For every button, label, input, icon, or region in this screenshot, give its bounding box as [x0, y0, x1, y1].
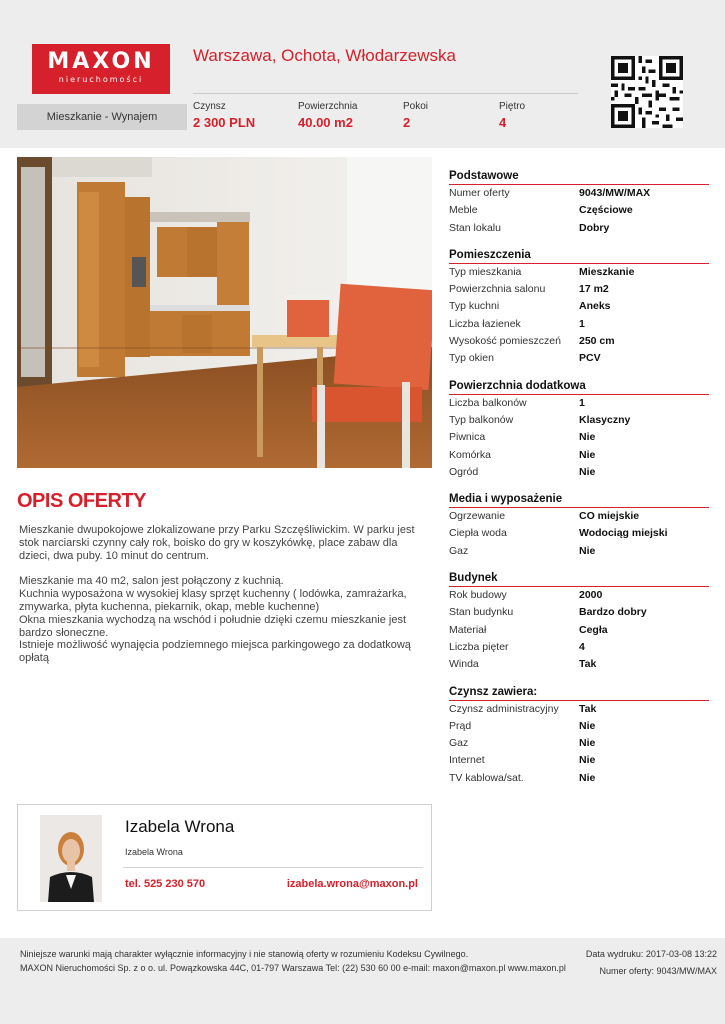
agent-avatar: [40, 815, 102, 902]
detail-row: [449, 622, 709, 639]
agent-divider: [123, 867, 423, 868]
section-title: Budynek: [449, 570, 709, 587]
detail-row: [449, 264, 709, 281]
agent-name: Izabela Wrona: [125, 817, 235, 836]
detail-value: Nie: [579, 431, 596, 444]
section-title: Czynsz zawiera:: [449, 684, 709, 701]
detail-row: [449, 429, 709, 446]
agent-email-link[interactable]: izabela.wrona@maxon.pl: [286, 878, 418, 890]
page-header: [0, 0, 725, 148]
offer-type-badge: Mieszkanie - Wynajem: [17, 104, 187, 130]
maxon-logo[interactable]: [32, 44, 170, 94]
detail-row: [449, 752, 709, 769]
detail-value: Częściowe: [579, 204, 633, 217]
detail-key: Rok budowy: [449, 589, 507, 602]
detail-row: [449, 604, 709, 621]
stat-label: Piętro: [499, 101, 526, 112]
detail-value: PCV: [579, 352, 601, 365]
details-section-building: [449, 570, 709, 673]
detail-key: Internet: [449, 754, 485, 767]
detail-key: Ciepła woda: [449, 527, 507, 540]
detail-value: Nie: [579, 719, 596, 732]
stat-rooms: [403, 101, 428, 130]
detail-value: Nie: [579, 465, 596, 478]
details-section-additional-area: [449, 378, 709, 481]
detail-value: CO miejskie: [579, 510, 640, 523]
detail-key: Wysokość pomieszczeń: [449, 335, 561, 348]
detail-row: [449, 508, 709, 525]
detail-row: [449, 202, 709, 219]
stat-floor: [499, 101, 525, 130]
detail-value: Nie: [579, 448, 596, 461]
detail-key: Liczba łazienek: [449, 317, 521, 330]
detail-value: 4: [579, 640, 585, 653]
detail-key: Czynsz administracyjny: [449, 702, 559, 715]
section-title: Media i wyposażenie: [449, 491, 709, 508]
detail-value: Nie: [579, 544, 596, 557]
footer-company-info: MAXON Nieruchomości Sp. z o o. ul. Powązkowska 44C, 01-797 Warszawa Tel: (22) 530 60 00 e-mail: maxon@maxon.pl www.maxon.pl: [20, 963, 566, 973]
detail-value: Wodociąg miejski: [579, 527, 668, 540]
detail-value: Bardzo dobry: [579, 606, 647, 619]
detail-row: [449, 656, 709, 673]
detail-key: Gaz: [449, 737, 469, 750]
detail-value: Tak: [579, 658, 597, 671]
description-paragraph: Mieszkanie ma 40 m2, salon jest połączony z kuchnią. Kuchnia wyposażona w wysokiej klasy sprzęt kuchenny ( lodówka, zamrażarka, zmywarka, płyta kuchenna, piekarnik, okap, meble kuchenne) Okna mieszkania wychodzą na wschód i południe dzięki czemu mieszkanie jest bardzo słoneczne. Istnieje możliwość wynajęcia podziemnego miejsca parkingowego za dodatkową opłatą: [19, 575, 411, 665]
detail-key: Typ kuchni: [449, 300, 500, 313]
detail-row: [449, 701, 709, 718]
stat-value: 4: [499, 115, 507, 130]
detail-key: Liczba pięter: [449, 640, 509, 653]
agent-card: [17, 804, 432, 911]
section-title: Podstawowe: [449, 168, 709, 185]
section-title: Pomieszczenia: [449, 247, 709, 264]
detail-row: [449, 735, 709, 752]
detail-row: [449, 639, 709, 656]
details-section-basic: [449, 168, 709, 237]
detail-value: Aneks: [579, 300, 611, 313]
description-body: [19, 524, 419, 678]
detail-value: Nie: [579, 754, 596, 767]
agent-subtitle: Izabela Wrona: [125, 847, 183, 857]
apartment-photo[interactable]: [17, 157, 432, 468]
stat-value: 2: [403, 115, 411, 130]
detail-key: Stan lokalu: [449, 221, 501, 234]
detail-row: [449, 298, 709, 315]
detail-key: Ogrzewanie: [449, 510, 506, 523]
detail-row: [449, 281, 709, 298]
agent-phone-link[interactable]: tel. 525 230 570: [125, 878, 206, 890]
detail-row: [449, 464, 709, 481]
detail-row: [449, 350, 709, 367]
detail-value: Dobry: [579, 221, 610, 234]
detail-value: 9043/MW/MAX: [579, 187, 651, 199]
stat-label: Pokoi: [403, 101, 429, 112]
detail-key: Winda: [449, 658, 479, 671]
address-divider: [193, 93, 578, 94]
detail-row: [449, 543, 709, 560]
description-title: OPIS OFERTY: [17, 490, 146, 512]
page-footer: [0, 938, 725, 1024]
detail-value: Tak: [579, 702, 597, 715]
property-details: [449, 168, 709, 787]
property-address: Warszawa, Ochota, Włodarzewska: [193, 46, 456, 65]
detail-row: [449, 718, 709, 735]
detail-row: [449, 395, 709, 412]
logo-tagline: nieruchomości: [58, 75, 144, 84]
detail-value: Cegła: [579, 623, 608, 636]
detail-value: 1: [579, 396, 585, 409]
detail-key: Prąd: [449, 719, 472, 732]
section-title: Powierzchnia dodatkowa: [449, 378, 709, 395]
detail-key: Materiał: [449, 623, 487, 636]
detail-key: Typ okien: [449, 352, 494, 365]
detail-key: Stan budynku: [449, 606, 514, 619]
detail-row: [449, 770, 709, 787]
stat-label: Czynsz: [193, 101, 226, 112]
detail-key: Powierzchnia salonu: [449, 283, 546, 296]
description-paragraph: Mieszkanie dwupokojowe zlokalizowane przy Parku Szczęśliwickim. W parku jest stok narciarski czynny cały rok, boisko do gry w koszykówkę, place zabaw dla dzieci, dwa puby. 10 minut do centrum.: [19, 524, 415, 562]
detail-row: [449, 220, 709, 237]
detail-key: Piwnica: [449, 431, 486, 444]
detail-key: TV kablowa/sat.: [449, 771, 524, 784]
logo-brand-text: MAXON: [47, 49, 155, 74]
detail-row: [449, 412, 709, 429]
detail-value: 2000: [579, 589, 603, 602]
detail-key: Ogród: [449, 465, 479, 478]
details-section-rent-includes: [449, 684, 709, 787]
detail-key: Typ balkonów: [449, 413, 514, 426]
detail-value: Klasyczny: [579, 413, 631, 426]
detail-value: Nie: [579, 737, 596, 750]
detail-value: 17 m2: [579, 283, 609, 296]
detail-row: [449, 333, 709, 350]
detail-value: Nie: [579, 771, 596, 784]
detail-value: Mieszkanie: [579, 265, 635, 278]
detail-value: 250 cm: [579, 335, 615, 348]
detail-row: [449, 316, 709, 333]
footer-print-date: Data wydruku: 2017-03-08 13:22: [585, 949, 717, 959]
detail-row: [449, 525, 709, 542]
detail-row: [449, 447, 709, 464]
stat-area: [298, 101, 357, 130]
detail-key: Numer oferty: [449, 187, 510, 199]
detail-key: Gaz: [449, 544, 469, 557]
details-section-media: [449, 491, 709, 560]
details-section-rooms: [449, 247, 709, 368]
detail-key: Meble: [449, 204, 478, 217]
detail-key: Liczba balkonów: [449, 396, 527, 409]
stat-label: Powierzchnia: [298, 101, 358, 112]
footer-disclaimer: Niniejsze warunki mają charakter wyłącznie informacyjny i nie stanowią oferty w rozumieniu Kodeksu Cywilnego.: [20, 949, 469, 959]
qr-code-icon[interactable]: [611, 56, 683, 128]
detail-row: [449, 185, 709, 202]
detail-value: 1: [579, 317, 585, 330]
stat-rent: [193, 101, 255, 130]
detail-row: [449, 587, 709, 604]
detail-key: Komórka: [449, 448, 492, 461]
stat-value: 40.00 m2: [298, 115, 353, 130]
detail-key: Typ mieszkania: [449, 265, 522, 278]
stat-value: 2 300 PLN: [193, 115, 256, 130]
footer-offer-number: Numer oferty: 9043/MW/MAX: [599, 966, 717, 976]
